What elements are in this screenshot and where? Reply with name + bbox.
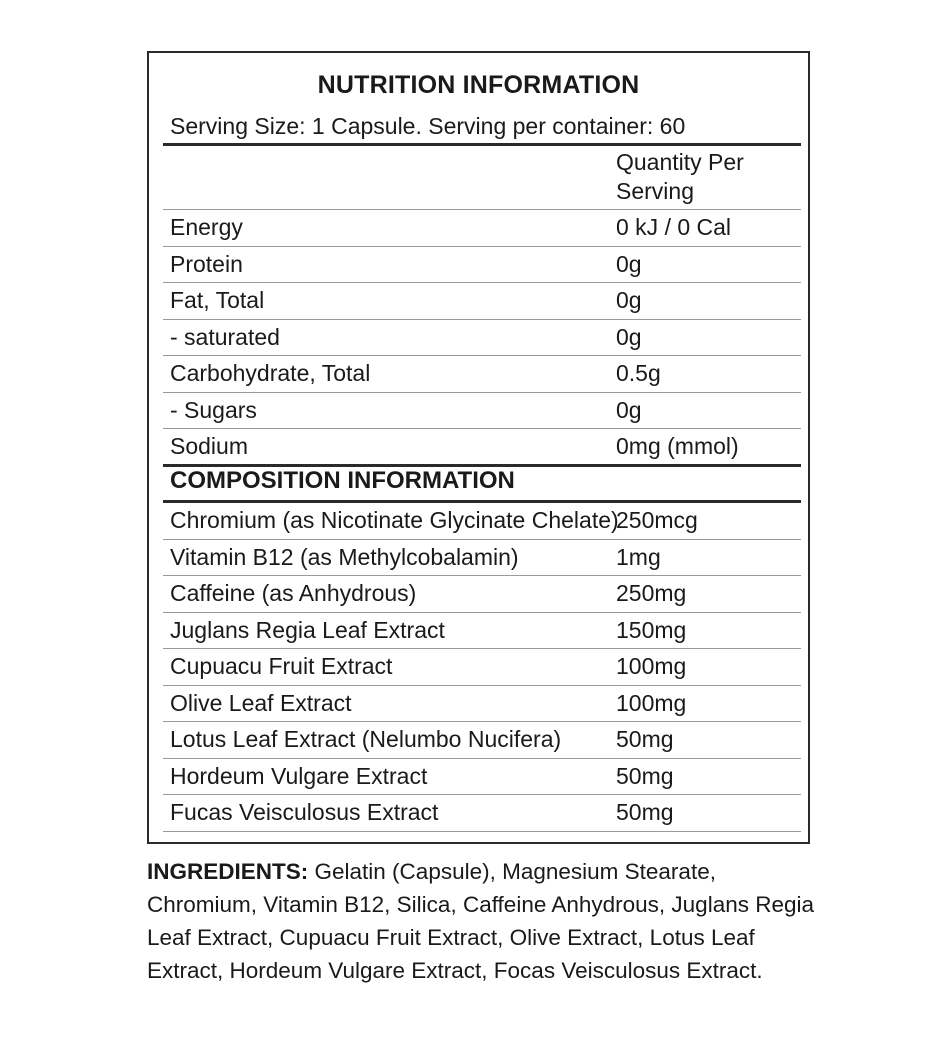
composition-row [163, 649, 801, 685]
ingredients-label: INGREDIENTS: [147, 859, 309, 884]
quantity-header-line1: Quantity Per [616, 149, 744, 175]
nutrient-name: Protein [170, 251, 243, 277]
nutrition-row [163, 356, 801, 392]
composition-row [163, 759, 801, 795]
composition-title: COMPOSITION INFORMATION [170, 467, 515, 494]
composition-row [163, 722, 801, 758]
composition-row [163, 576, 801, 612]
composition-row [163, 613, 801, 649]
component-value: 50mg [616, 726, 674, 752]
nutrition-row [163, 283, 801, 319]
nutrient-name: - saturated [170, 324, 280, 350]
nutrient-value: 0g [616, 251, 642, 277]
nutrition-row [163, 247, 801, 283]
nutrient-value: 0g [616, 397, 642, 423]
nutrition-panel [147, 51, 810, 844]
component-name: Vitamin B12 (as Methylcobalamin) [170, 544, 519, 570]
component-name: Juglans Regia Leaf Extract [170, 617, 445, 643]
quantity-header [616, 148, 744, 206]
nutrition-row [163, 393, 801, 429]
nutrient-name: Sodium [170, 433, 248, 459]
divider [163, 143, 801, 146]
component-value: 100mg [616, 653, 687, 679]
nutrition-row [163, 320, 801, 356]
component-value: 50mg [616, 763, 674, 789]
component-name: Chromium (as Nicotinate Glycinate Chelate) [170, 507, 619, 533]
component-name: Caffeine (as Anhydrous) [170, 580, 417, 606]
nutrient-name: Carbohydrate, Total [170, 360, 371, 386]
composition-row [163, 686, 801, 722]
component-name: Olive Leaf Extract [170, 690, 352, 716]
component-name: Hordeum Vulgare Extract [170, 763, 428, 789]
quantity-header-line2: Serving [616, 178, 694, 204]
component-value: 1mg [616, 544, 661, 570]
serving-info: Serving Size: 1 Capsule. Serving per container: 60 [170, 113, 686, 139]
component-value: 250mcg [616, 507, 698, 533]
nutrient-value: 0g [616, 287, 642, 313]
nutrient-name: Fat, Total [170, 287, 265, 313]
ingredients-list: Gelatin (Capsule), Magnesium Stearate, Chromium, Vitamin B12, Silica, Caffeine Anhydrous, Juglans Regia Leaf Extract, Cupuacu Fruit Extract, Olive Extract, Lotus Leaf Extract, Hordeum Vulgare Extract, Focas Veisculosus Extract. [147, 859, 815, 983]
nutrient-value: 0mg (mmol) [616, 433, 739, 459]
nutrition-row [163, 210, 801, 246]
component-name: Lotus Leaf Extract (Nelumbo Nucifera) [170, 726, 562, 752]
nutrient-value: 0 kJ / 0 Cal [616, 214, 732, 240]
component-value: 250mg [616, 580, 687, 606]
component-name: Cupuacu Fruit Extract [170, 653, 393, 679]
nutrient-value: 0.5g [616, 360, 661, 386]
composition-row [163, 795, 801, 831]
nutrient-name: - Sugars [170, 397, 257, 423]
row-divider [163, 831, 801, 832]
composition-row [163, 503, 801, 539]
component-value: 50mg [616, 799, 674, 825]
nutrition-title: NUTRITION INFORMATION [317, 71, 640, 99]
nutrition-row [163, 429, 801, 465]
component-name: Fucas Veisculosus Extract [170, 799, 439, 825]
composition-row [163, 540, 801, 576]
nutrient-name: Energy [170, 214, 243, 240]
ingredients-text [147, 855, 817, 987]
component-value: 100mg [616, 690, 687, 716]
nutrient-value: 0g [616, 324, 642, 350]
component-value: 150mg [616, 617, 687, 643]
